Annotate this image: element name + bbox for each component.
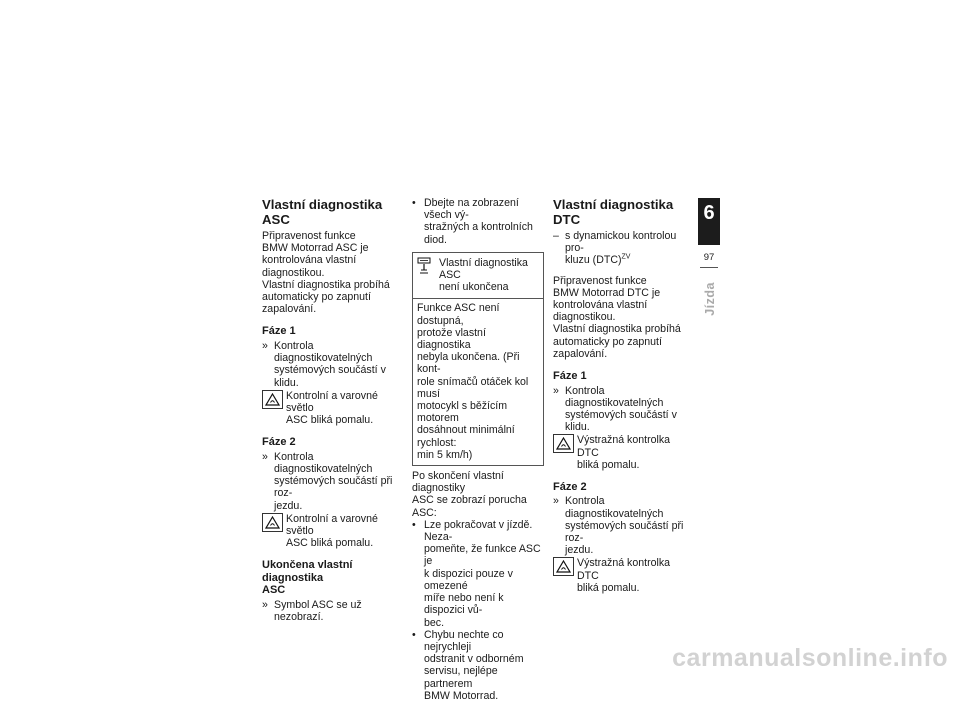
dtc-phase2-heading: Fáze 2 — [553, 480, 587, 493]
phase2-warning: Kontrolní a varovné světlo ASC bliká pomalu. — [262, 513, 398, 550]
info-box-header: Vlastní diagnostika ASC není ukončena — [413, 253, 543, 300]
traction-warning-icon — [553, 434, 574, 453]
section-label: Jízda — [703, 282, 717, 316]
continue-riding-bullet: • Lze pokračovat v jízdě. Neza- pomeňte, že funkce ASC je k dispozici pouze v omezené míře nebo není k dispozici vů- bec. — [412, 518, 541, 629]
diagnostic-gauge-icon — [417, 257, 433, 294]
column-asc-continued — [412, 197, 544, 702]
service-bullet: • Chybu nechte co nejrychleji odstranit v odborném servisu, nejlépe partnerem BMW Motorrad. — [412, 628, 524, 702]
column-dtc-self-diagnosis — [553, 197, 689, 594]
page-number: 97 — [703, 252, 715, 263]
phase2-heading: Fáze 2 — [262, 436, 296, 449]
dtc-option-line: – s dynamickou kontrolou pro- kluzu (DTC)$^{ZV}$ — [553, 230, 677, 267]
section-title-asc: Vlastní diagnostika ASC — [262, 197, 383, 227]
tab-divider — [700, 267, 718, 268]
info-box-body: Funkce ASC není dostupná, protože vlastní diagnostika nebyla ukončena. (Při kont- role snímačů otáček kol musí motocykl s běžícím motorem dosáhnout minimální rychlost: min 5 km/h) — [417, 302, 529, 461]
phase2-bullet: » Kontrola diagnostikovatelných systémových součástí při roz- jezdu. — [262, 450, 393, 512]
chapter-tab: 6 — [698, 198, 720, 245]
traction-warning-icon — [262, 390, 283, 409]
check-lights-bullet: • Dbejte na zobrazení všech vý- stražných a kontrolních diod. — [412, 197, 533, 246]
end-bullet: » Symbol ASC se už nezobrazí. — [262, 598, 362, 624]
section-title-dtc: Vlastní diagnostika DTC — [553, 197, 674, 227]
dtc-phase1-heading: Fáze 1 — [553, 370, 587, 383]
dtc-phase2-warning: Výstražná kontrolka DTC bliká pomalu. — [553, 557, 689, 594]
phase1-bullet: » Kontrola diagnostikovatelných systémových součástí v klidu. — [262, 339, 386, 389]
phase1-warning: Kontrolní a varovné světlo ASC bliká pomalu. — [262, 390, 398, 427]
dtc-intro: Připravenost funkce BMW Motorrad DTC je kontrolována vlastní diagnostikou. Vlastní diagnostika probíhá automaticky po zapnutí zapalování. — [553, 274, 681, 360]
after-diagnosis-text: Po skončení vlastní diagnostiky ASC se zobrazí porucha ASC: — [412, 470, 527, 519]
watermark: carmanualsonline.info — [672, 644, 948, 672]
dtc-phase2-bullet: » Kontrola diagnostikovatelných systémových součástí při roz- jezdu. — [553, 495, 684, 557]
asc-intro: Připravenost funkce BMW Motorrad ASC je kontrolována vlastní diagnostikou. Vlastní diagnostika probíhá automaticky po zapnutí zapalování. — [262, 230, 390, 316]
optional-equipment-mark: ZV — [621, 253, 631, 261]
info-box — [412, 252, 544, 466]
column-asc-self-diagnosis — [262, 197, 398, 623]
traction-warning-icon — [262, 513, 283, 532]
end-heading: Ukončena vlastní diagnostika ASC — [262, 559, 353, 597]
dtc-phase1-bullet: » Kontrola diagnostikovatelných systémových součástí v klidu. — [553, 384, 677, 434]
traction-warning-icon — [553, 557, 574, 576]
phase1-heading: Fáze 1 — [262, 325, 296, 338]
dtc-phase1-warning: Výstražná kontrolka DTC bliká pomalu. — [553, 434, 689, 471]
